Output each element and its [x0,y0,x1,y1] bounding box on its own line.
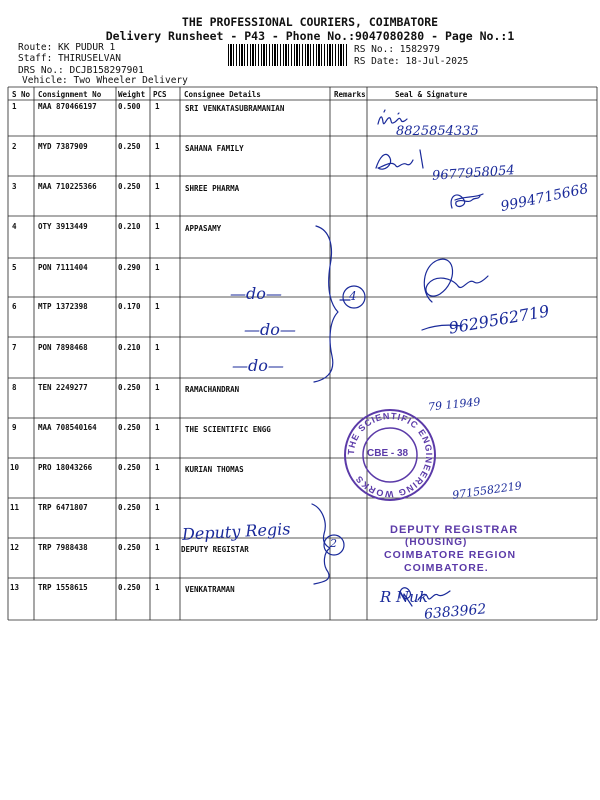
row-consignee: SAHANA FAMILY [185,144,244,153]
row-sno: 8 [12,383,17,392]
row-pcs: 1 [155,583,160,592]
row-sno: 5 [12,263,17,272]
row-pcs: 1 [155,343,160,352]
stamp-line: COIMBATORE. [404,562,489,574]
stamp-line: DEPUTY REGISTRAR [390,524,519,536]
row-sno: 1 [12,102,17,111]
col-weight: Weight [118,90,146,99]
handwritten-phone: 9677958054 [431,163,516,184]
row-consignment: TEN 2249277 [38,383,88,392]
seal-center-text: CBE - 38 [367,448,409,459]
rs-number: RS No.: 1582979 [354,44,440,55]
col-signature: Seal & Signature [395,90,468,99]
row-consignment: MTP 1372398 [38,302,88,311]
row-pcs: 1 [155,142,160,151]
row-consignment: PON 7898468 [38,343,88,352]
handwritten-phone: 79 11949 [427,395,482,414]
row-pcs: 1 [155,423,160,432]
row-sno: 4 [12,222,17,231]
row-consignee: VENKATRAMAN [185,585,235,594]
row-weight: 0.250 [118,463,141,472]
row-weight: 0.250 [118,142,141,151]
row-consignee: DEPUTY REGISTAR [181,545,249,554]
row-pcs: 1 [155,383,160,392]
handwritten-count: 2 [330,537,337,550]
row-consignment: MAA 710225366 [38,182,97,191]
handwritten-signature: R Nuk [380,588,428,606]
handwritten-count: 4 [349,289,357,303]
row-weight: 0.500 [118,102,141,111]
row-consignment: TRP 1558615 [38,583,88,592]
row-consignment: MAA 870466197 [38,102,97,111]
row-sno: 6 [12,302,17,311]
row-pcs: 1 [155,182,160,191]
staff-label: Staff: THIRUSELVAN [18,53,121,64]
col-consignee: Consignee Details [184,90,261,99]
row-weight: 0.250 [118,583,141,592]
row-consignment: PRO 18043266 [38,463,93,472]
row-consignment: TRP 6471807 [38,503,88,512]
row-sno: 3 [12,182,17,191]
row-weight: 0.210 [118,222,141,231]
row-weight: 0.290 [118,263,141,272]
row-weight: 0.250 [118,423,141,432]
row-consignee: SRI VENKATASUBRAMANIAN [185,104,285,113]
handwritten-ditto: —do— [244,320,296,339]
col-pcs: PCS [153,90,167,99]
row-consignment: MAA 708540164 [38,423,97,432]
row-pcs: 1 [155,463,160,472]
row-sno: 9 [12,423,17,432]
row-consignee: RAMACHANDRAN [185,385,240,394]
row-sno: 11 [10,503,20,512]
row-sno: 7 [12,343,17,352]
row-pcs: 1 [155,503,160,512]
vehicle-label: Vehicle: Two Wheeler Delivery [22,75,188,86]
row-pcs: 1 [155,302,160,311]
handwritten-phone: 9715582219 [451,479,523,502]
row-consignee: SHREE PHARMA [185,184,240,193]
handwritten-phone: 9994715668 [499,180,590,216]
row-weight: 0.210 [118,343,141,352]
row-sno: 10 [10,463,20,472]
row-pcs: 1 [155,263,160,272]
row-consignment: PON 7111404 [38,263,88,272]
col-sno: S No [12,90,31,99]
handwritten-ditto: —do— [232,356,284,375]
col-remarks: Remarks [334,90,366,99]
row-weight: 0.250 [118,383,141,392]
row-sno: 13 [10,583,20,592]
row-weight: 0.250 [118,503,141,512]
row-weight: 0.170 [118,302,141,311]
rs-date: RS Date: 18-Jul-2025 [354,56,469,67]
row-consignment: OTY 3913449 [38,222,88,231]
handwritten-ditto: —do— [230,284,282,303]
row-pcs: 1 [155,222,160,231]
handwritten-phone: 8825854335 [396,124,479,139]
company-seal [343,408,437,502]
row-consignee: THE SCIENTIFIC ENGG [185,425,271,434]
stamp-line: COIMBATORE REGION [384,549,517,561]
handwritten-phone: 9629562719 [447,301,551,338]
runsheet-subtitle: Delivery Runsheet - P43 - Phone No.:9047080280 - Page No.:1 [105,29,515,43]
row-weight: 0.250 [118,543,141,552]
row-consignee: KURIAN THOMAS [185,465,244,474]
handwritten-consignee: Deputy Regis [181,519,291,544]
stamp-line: (HOUSING) [405,537,468,548]
row-consignment: TRP 7988438 [38,543,88,552]
row-sno: 12 [10,543,20,552]
company-name: THE PROFESSIONAL COURIERS, COIMBATORE [181,15,439,29]
row-sno: 2 [12,142,17,151]
row-pcs: 1 [155,543,160,552]
handwritten-phone: 6383962 [423,601,487,623]
row-consignment: MYD 7387909 [38,142,88,151]
drs-number: DRS No.: DCJB158297901 [18,65,144,76]
row-consignee: APPASAMY [185,224,222,233]
row-weight: 0.250 [118,182,141,191]
seal-ring-text: THE SCIENTIFIC ENGINEERING WORKS [345,410,435,500]
route-label: Route: KK PUDUR 1 [18,42,116,53]
row-pcs: 1 [155,102,160,111]
col-consignment: Consignment No [38,90,102,99]
